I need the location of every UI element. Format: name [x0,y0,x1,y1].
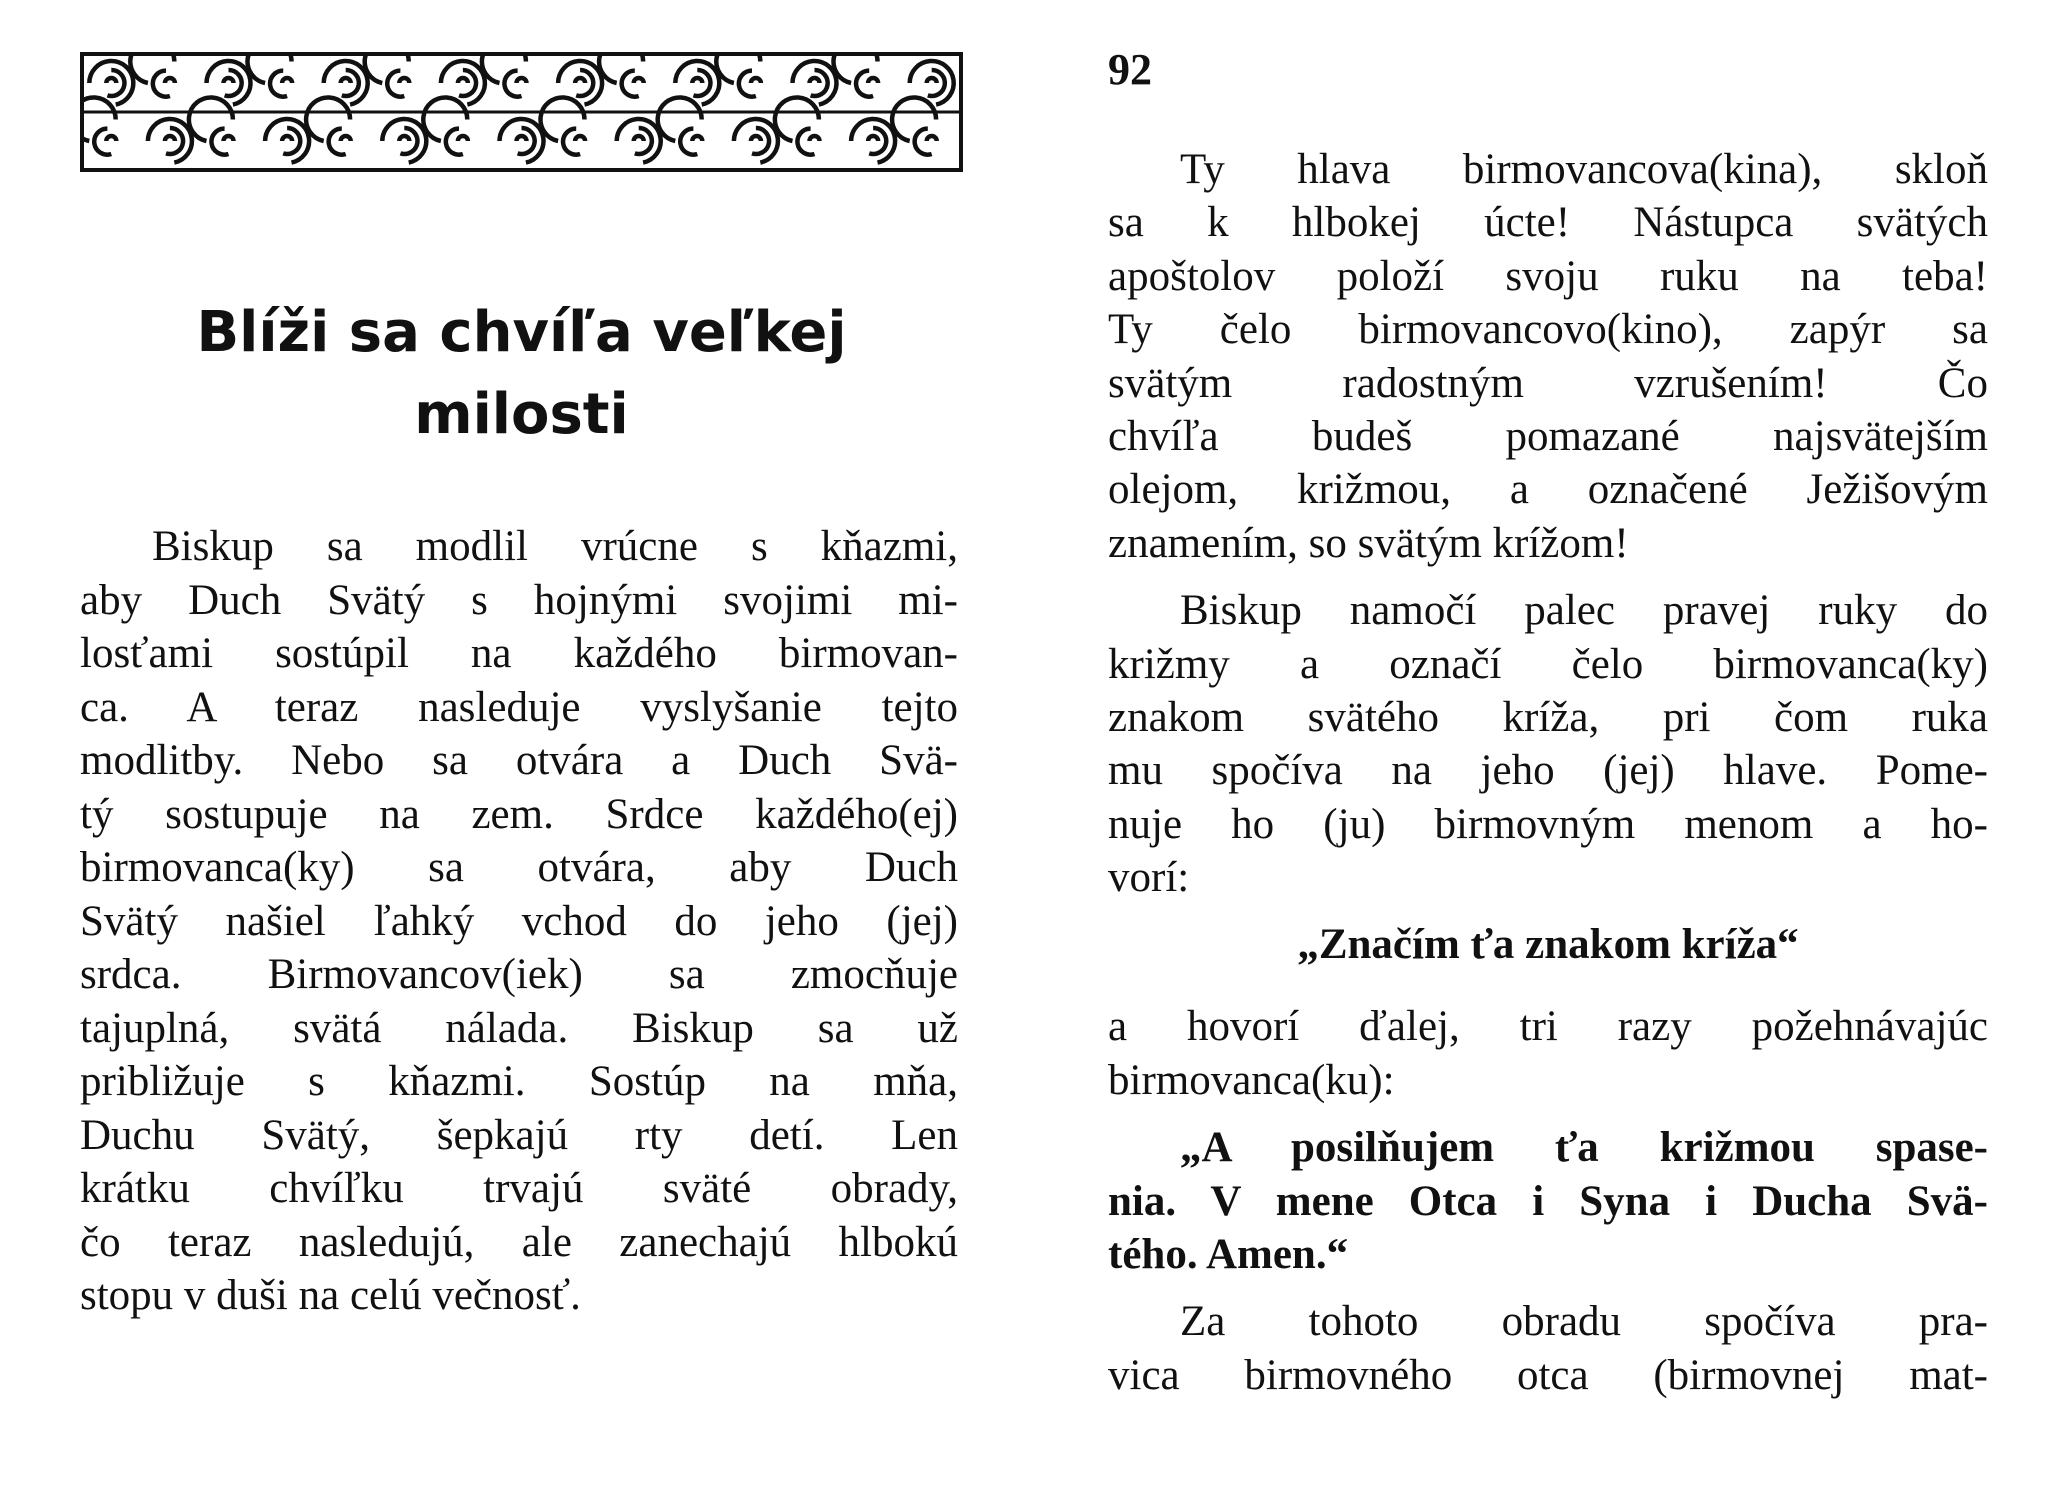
scroll-ornament-icon [599,52,644,97]
chapter-title-line-1: Blíži sa chvíľa veľkej [196,300,847,365]
scroll-ornament-icon [734,119,778,163]
text-line: apoštolov položí svoju ruku na teba! [1108,252,1988,300]
chapter-title-line-2: milosti [414,382,629,447]
text-line: tého. Amen.“ [1108,1231,1349,1279]
text-line: aby Duch Svätý s hojnými svojimi mi- [80,576,958,624]
text-line: Ty hlava birmovancova(kina), skloň [1180,146,1988,193]
text-line: čo teraz nasledujú, ale zanechajú hlbokú [80,1218,958,1266]
scroll-ornament-icon [423,97,468,154]
scroll-ornament-icon [382,119,426,163]
text-line: Za tohoto obradu spočíva pra- [1180,1298,1988,1346]
text-line: Duchu Svätý, šepkajú rty detí. Len [80,1111,958,1159]
scroll-ornament-icon [541,97,586,154]
text-line: birmovanca(ku): [1108,1056,1395,1104]
scroll-ornament-icon [189,97,234,154]
text-line: sa k hlbokej úcte! Nástupca svätých [1108,199,1988,247]
formula-sign-of-cross: „Značím ťa znakom kríža“ [1297,921,1799,969]
formula-anointing [1108,1121,1988,1281]
text-line: ca. A teraz nasleduje vyslyšanie tejto [80,683,958,731]
scroll-ornament-icon [834,52,879,97]
text-line: tajuplná, svätá nálada. Biskup sa už [80,1004,958,1052]
scroll-border-ornament [80,52,963,172]
scroll-ornament-icon [80,97,116,154]
text-line: Biskup namočí palec pravej ruky do [1180,587,1988,635]
paragraph-gap [1108,1107,1988,1121]
scroll-ornament-icon [658,97,703,154]
text-line: olejom, križmou, a označené Ježišovým [1108,466,1988,514]
scroll-ornament-icon [248,52,293,97]
text-line: mu spočíva na jeho (jej) hlave. Pome- [1108,747,1988,795]
scroll-ornament-icon [265,119,309,163]
text-line: birmovanca(ky) sa otvára, aby Duch [80,844,958,891]
text-line: „A posilňujem ťa križmou spase- [1180,1124,1988,1172]
scroll-ornament-icon [851,119,895,163]
text-line: tý sostupuje na zem. Srdce každého(ej) [80,790,958,838]
text-line: modlitby. Nebo sa otvára a Duch Svä- [80,737,958,784]
text-line: znakom svätého kríža, pri čom ruka [1108,693,1988,741]
text-line: krátku chvíľku trvajú sväté obrady, [80,1165,958,1212]
text-line: Ty čelo birmovancovo(kino), zapýr sa [1108,306,1988,354]
paragraph-3 [1108,1000,1988,1107]
paragraph-1 [1108,143,1988,570]
text-line: stopu v duši na celú večnosť. [80,1272,581,1319]
text-line: Svätý našiel ľahký vchod do jeho (jej) [80,897,958,945]
scroll-ornament-icon [716,52,761,97]
text-line: a hovorí ďalej, tri razy požehnávajúc [1108,1003,1988,1051]
paragraph-4 [1108,1295,1988,1402]
page-number: 92 [1108,45,1152,94]
paragraph-gap [1108,570,1988,584]
text-line: približuje s kňazmi. Sostúp na mňa, [80,1058,958,1105]
left-body-text [80,520,958,1323]
paragraph-gap [1108,1281,1988,1295]
scroll-ornament-icon [775,97,820,154]
text-line: vica birmovného otca (birmovnej mat- [1108,1351,1988,1399]
text-line: chvíľa budeš pomazané najsvätejším [1108,412,1988,460]
text-line: nia. V mene Otca i Syna i Ducha Svä- [1108,1177,1988,1225]
scroll-ornament-icon [892,97,937,154]
text-line: losťami sostúpil na každého birmovan- [80,630,958,677]
scroll-ornament-icon [306,97,351,154]
right-body-text [1108,143,1988,1402]
scroll-ornament-icon [130,52,175,97]
scroll-ornament-icon [500,119,544,163]
scroll-ornament-icon [365,52,410,97]
scroll-ornament-icon [617,119,661,163]
text-line: srdca. Birmovancov(iek) sa zmocňuje [80,951,958,998]
text-line: nuje ho (ju) birmovným menom a ho- [1108,800,1988,848]
paragraph-2 [1108,584,1988,904]
text-line: križmy a označí čelo birmovanca(ky) [1108,640,1988,688]
scroll-ornament-icon [482,52,527,97]
text-line: vorí: [1108,854,1190,902]
chapter-title [80,292,963,456]
right-page [1024,0,2048,1500]
text-line: znamením, so svätým krížom! [1108,519,1629,567]
text-line: svätým radostným vzrušením! Čo [1108,359,1988,407]
scroll-ornament-icon [148,119,192,163]
text-line: Biskup sa modlil vrúcne s kňazmi, [152,523,958,570]
